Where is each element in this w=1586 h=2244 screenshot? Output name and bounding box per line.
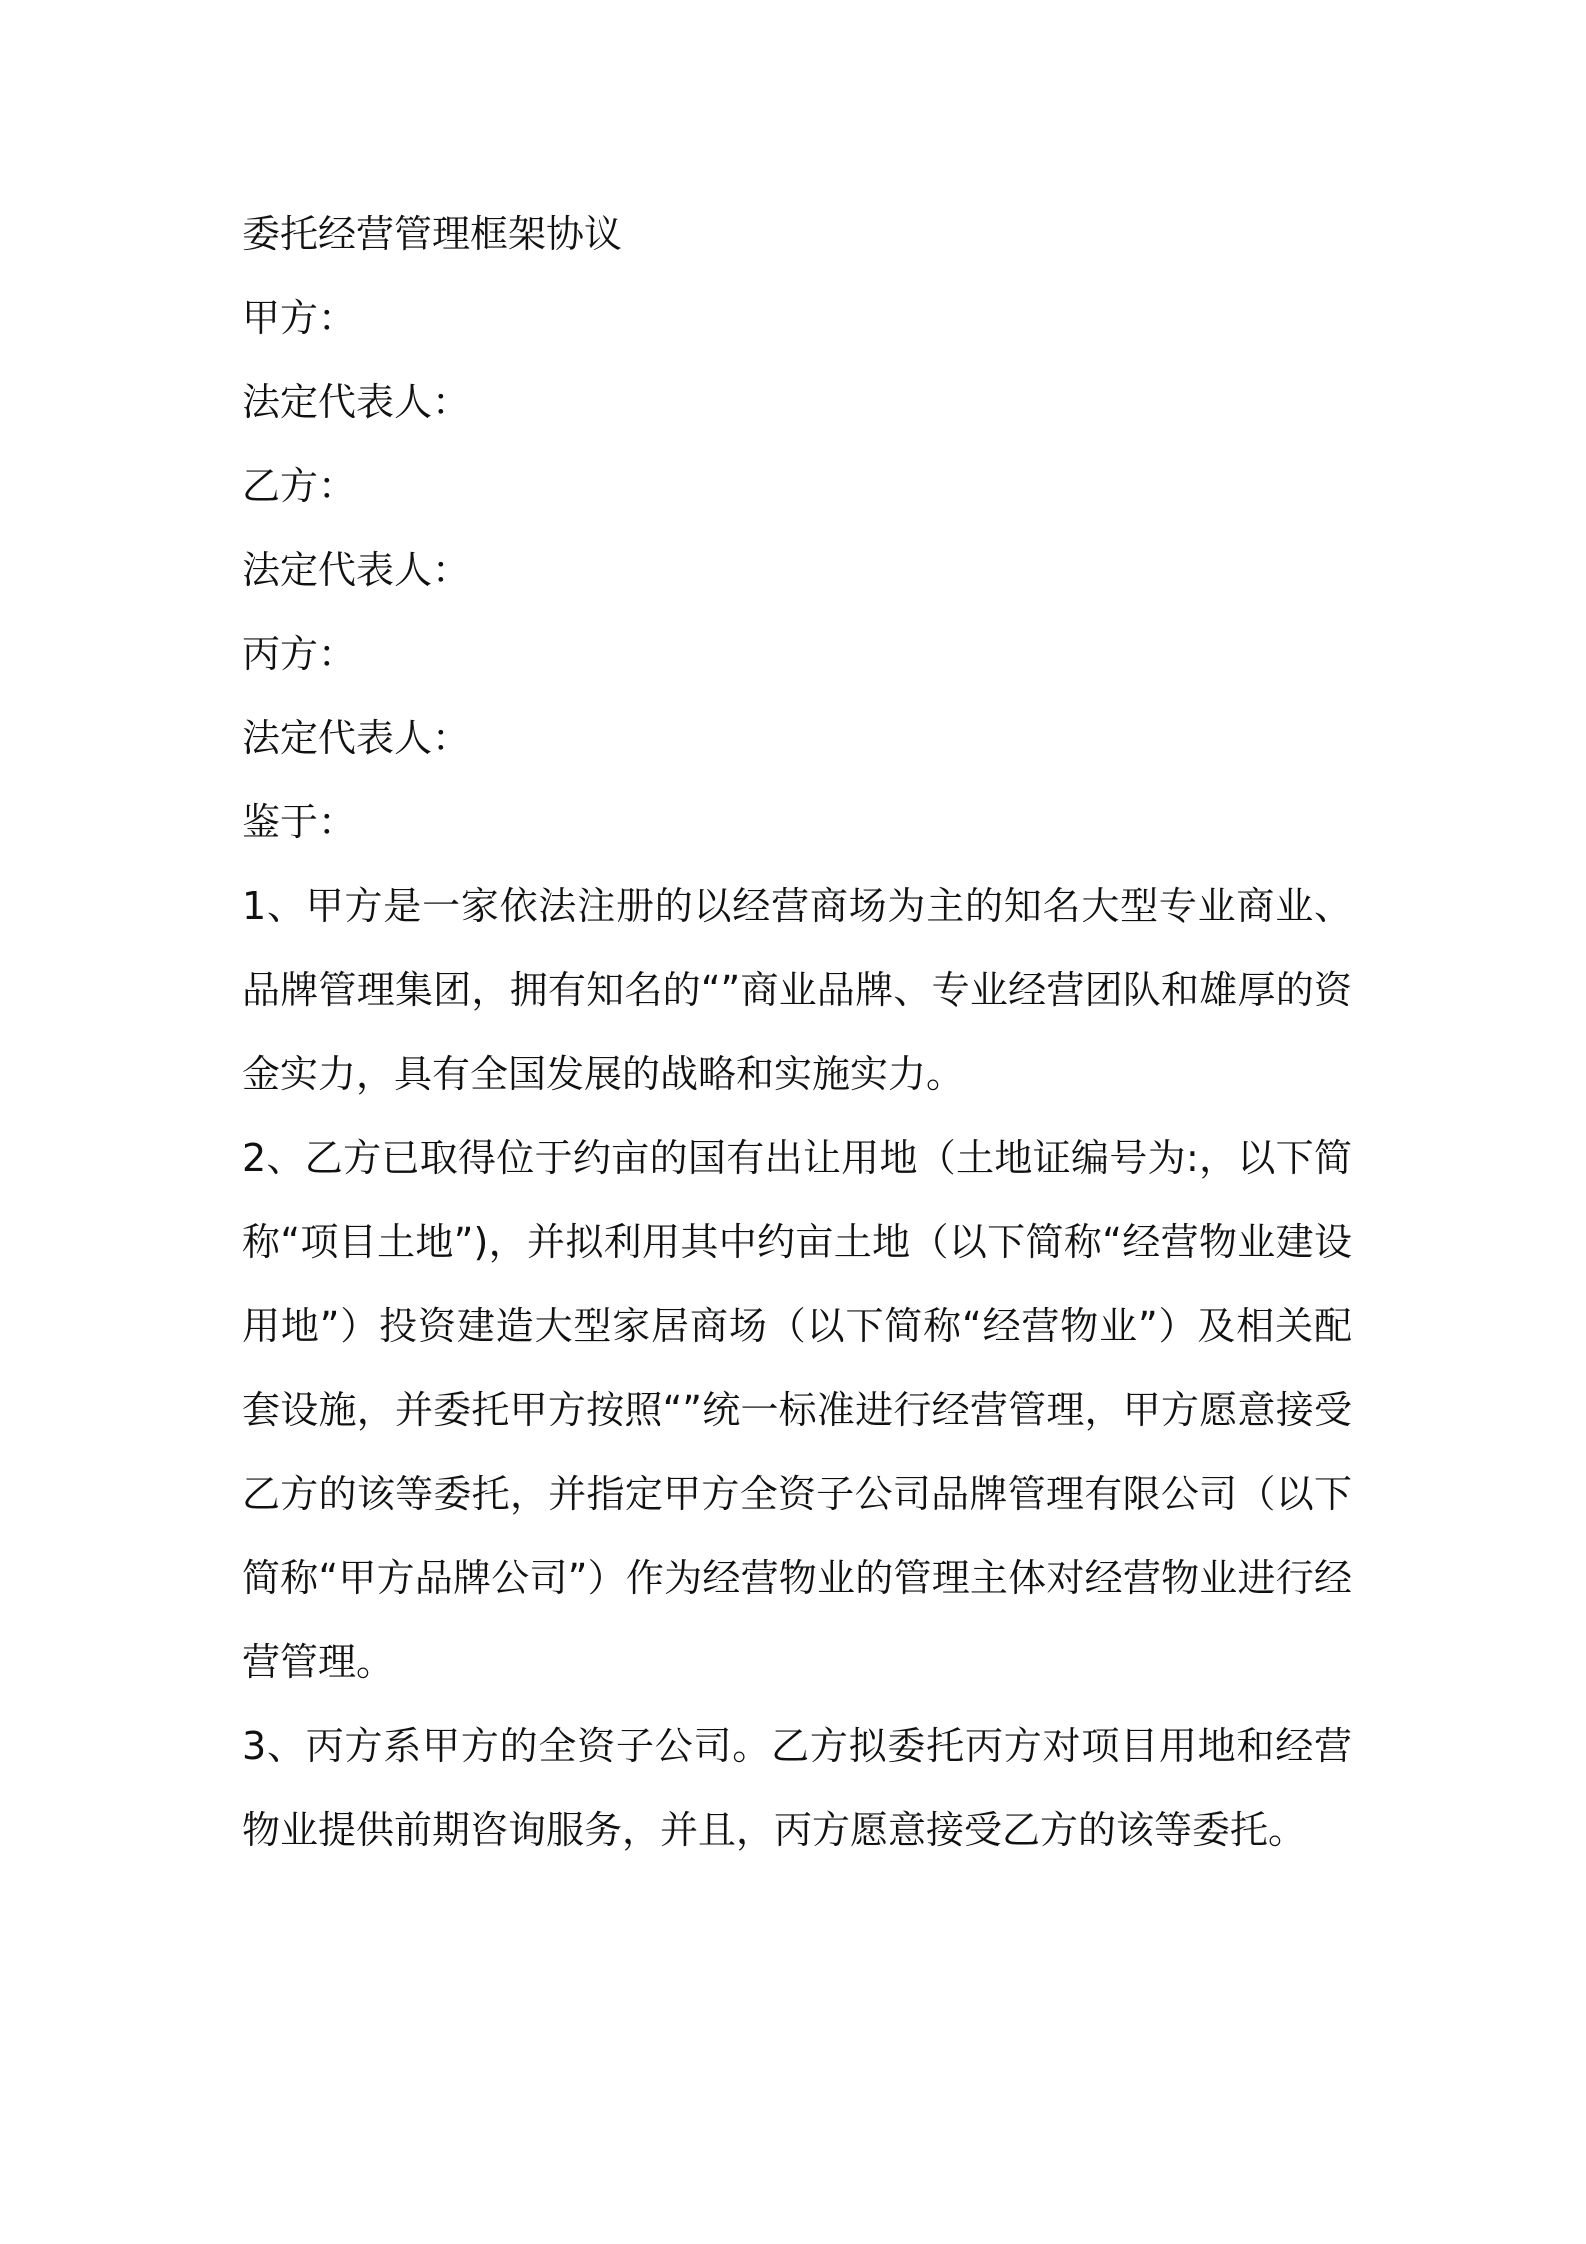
clause-1: 1、甲方是一家依法注册的以经营商场为主的知名大型专业商业、品牌管理集团，拥有知名的“”商业品牌、专业经营团队和雄厚的资金实力，具有全国发展的战略和实施实力。 <box>242 884 1352 1096</box>
clause-2: 2、乙方已取得位于约亩的国有出让用地（土地证编号为:，以下简称“项目土地”)，并拟利用其中约亩土地（以下简称“经营物业建设用地”）投资建造大型家居商场（以下简称“经营物业”）及相关配套设施，并委托甲方按照“”统一标准进行经营管理，甲方愿意接受乙方的该等委托，并指定甲方全资子公司品牌管理有限公司（以下简称“甲方品牌公司”）作为经营物业的管理主体对经营物业进行经营管理。 <box>242 1136 1352 1684</box>
document-body <box>242 192 1352 1872</box>
whereas-label: 鉴于： <box>242 800 357 844</box>
party-b-representative-label: 法定代表人： <box>242 548 471 592</box>
party-a-label: 甲方： <box>242 296 357 340</box>
party-c-label: 丙方： <box>242 632 357 676</box>
party-b-label: 乙方： <box>242 464 357 508</box>
party-c-representative-label: 法定代表人： <box>242 716 471 760</box>
document-title: 委托经营管理框架协议 <box>242 212 623 256</box>
party-a-representative-label: 法定代表人： <box>242 380 471 424</box>
clause-3: 3、丙方系甲方的全资子公司。乙方拟委托丙方对项目用地和经营物业提供前期咨询服务，并且，丙方愿意接受乙方的该等委托。 <box>242 1724 1352 1852</box>
